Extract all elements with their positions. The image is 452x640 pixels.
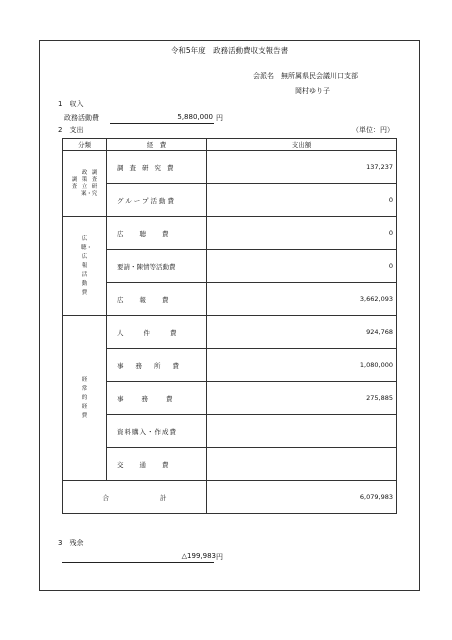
category-operations-label: 経常的経費 (81, 376, 88, 419)
report-page (39, 40, 420, 591)
row-item: 交通費 (107, 448, 207, 481)
row-item: グループ活動費 (107, 184, 207, 217)
row-item: 事務費 (107, 382, 207, 415)
member-name: 岡村ゆり子 (295, 87, 330, 95)
row-amount: 137,237 (207, 151, 397, 184)
remainder-underline (62, 562, 214, 563)
table-row (63, 250, 397, 283)
row-item: 資料購入・作成費 (107, 415, 207, 448)
income-underline (110, 123, 214, 124)
remainder-heading: 3 残余 (58, 539, 84, 547)
expense-heading: 2 支出 (58, 126, 84, 134)
row-amount: 0 (207, 250, 397, 283)
income-unit: 円 (216, 114, 223, 122)
table-header-row (63, 139, 397, 151)
row-amount: 1,080,000 (207, 349, 397, 382)
table-row (63, 316, 397, 349)
row-item: 調査研究費 (107, 151, 207, 184)
unit-note: （単位：円） (352, 126, 394, 134)
total-label (63, 481, 207, 514)
category-research-inner-1: 調査研究 (91, 169, 98, 197)
row-item: 広聴費 (107, 217, 207, 250)
row-item: 人件費 (107, 316, 207, 349)
total-label-left: 合 (102, 493, 109, 502)
table-row (63, 151, 397, 184)
table-row (63, 415, 397, 448)
total-label-right: 計 (160, 493, 167, 502)
row-amount: 3,662,093 (207, 283, 397, 316)
row-amount: 275,885 (207, 382, 397, 415)
category-operations (63, 316, 107, 481)
row-item: 事務所費 (107, 349, 207, 382)
category-publicity-label: 広聴・広報活動費 (81, 235, 93, 296)
category-research-inner-2: 政策立案・ (81, 169, 93, 197)
party-name: 会派名 無所属県民会議川口支部 (253, 72, 358, 80)
report-title: 令和5年度 政務活動費収支報告書 (170, 46, 289, 55)
category-research (63, 151, 107, 217)
header-category: 分類 (63, 139, 107, 151)
total-row (63, 481, 397, 514)
income-label: 政務活動費 (64, 114, 99, 122)
table-row (63, 349, 397, 382)
row-amount: 924,768 (207, 316, 397, 349)
remainder-amount: △199,983 (181, 552, 216, 560)
table-row (63, 448, 397, 481)
table-row (63, 382, 397, 415)
category-research-outer: 調査 (71, 176, 78, 190)
income-amount: 5,880,000 (177, 113, 213, 121)
row-amount (207, 448, 397, 481)
table-row (63, 283, 397, 316)
row-amount: 0 (207, 217, 397, 250)
row-item: 要請・陳情等活動費 (107, 250, 207, 283)
row-amount (207, 415, 397, 448)
income-heading: 1 収入 (58, 100, 84, 108)
header-item: 経 費 (107, 139, 207, 151)
header-amount: 支出額 (207, 139, 397, 151)
row-item: 広報費 (107, 283, 207, 316)
row-amount: 0 (207, 184, 397, 217)
table-row (63, 184, 397, 217)
total-amount: 6,079,983 (207, 481, 397, 514)
category-publicity (63, 217, 107, 316)
remainder-unit: 円 (216, 553, 223, 561)
expense-table (62, 138, 397, 514)
table-row (63, 217, 397, 250)
